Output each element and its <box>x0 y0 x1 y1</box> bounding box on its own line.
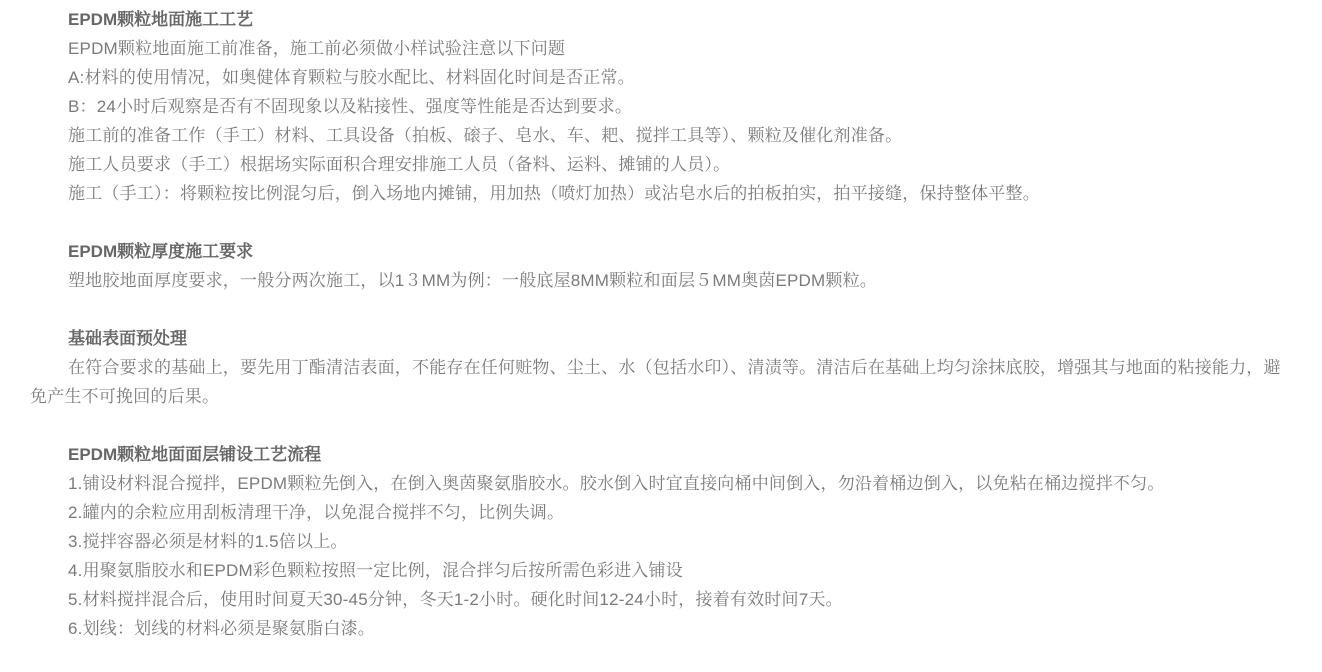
content-section <box>30 237 1294 295</box>
paragraph: 1.铺设材料混合搅拌，EPDM颗粒先倒入，在倒入奥茵聚氨脂胶水。胶水倒入时宜直接向桶中间倒入，勿沿着桶边倒入，以免粘在桶边搅拌不匀。 <box>68 474 1165 493</box>
section-heading: EPDM颗粒地面面层铺设工艺流程 <box>68 445 322 464</box>
section-heading: EPDM颗粒厚度施工要求 <box>68 242 254 261</box>
paragraph: 施工前的准备工作（手工）材料、工具设备（拍板、磙子、皂水、车、耙、搅拌工具等）、颗粒及催化剂准备。 <box>68 126 903 145</box>
content-section <box>30 440 1294 643</box>
content-section <box>30 5 1294 208</box>
paragraph: B：24小时后观察是否有不固现象以及粘接性、强度等性能是否达到要求。 <box>68 97 633 116</box>
section-heading: EPDM颗粒地面施工工艺 <box>68 10 254 29</box>
paragraph: 5.材料搅拌混合后，使用时间夏天30-45分钟，冬天1-2小时。硬化时间12-24小时，接着有效时间7天。 <box>68 590 843 609</box>
paragraph: 4.用聚氨脂胶水和EPDM彩色颗粒按照一定比例，混合拌匀后按所需色彩进入铺设 <box>68 561 683 580</box>
section-heading: 基础表面预处理 <box>68 329 187 348</box>
paragraph: 施工人员要求（手工）根据场实际面积合理安排施工人员（备料、运料、摊铺的人员）。 <box>68 155 731 174</box>
paragraph: 6.划线：划线的材料必须是聚氨脂白漆。 <box>68 619 375 638</box>
paragraph: 在符合要求的基础上，要先用丁酯清洁表面，不能存在任何赃物、尘土、水（包括水印）、清渍等。清洁后在基础上均匀涂抹底胶，增强其与地面的粘接能力，避免产生不可挽回的后果。 <box>30 358 1281 406</box>
paragraph: EPDM颗粒地面施工前准备，施工前必须做小样试验注意以下问题 <box>68 39 566 58</box>
paragraph: 2.罐内的余粒应用刮板清理干净，以免混合搅拌不匀，比例失调。 <box>68 503 565 522</box>
paragraph: 3.搅拌容器必须是材料的1.5倍以上。 <box>68 532 348 551</box>
paragraph: 施工（手工）：将颗粒按比例混匀后，倒入场地内摊铺，用加热（喷灯加热）或沾皂水后的拍板拍实，拍平接缝，保持整体平整。 <box>68 184 1040 203</box>
paragraph: 塑地胶地面厚度要求，一般分两次施工，以1３MM为例：一般底屋8MM颗粒和面层５MM奥茵EPDM颗粒。 <box>68 271 877 290</box>
content-section <box>30 324 1294 411</box>
paragraph: A:材料的使用情况，如奥健体育颗粒与胶水配比、材料固化时间是否正常。 <box>68 68 635 87</box>
